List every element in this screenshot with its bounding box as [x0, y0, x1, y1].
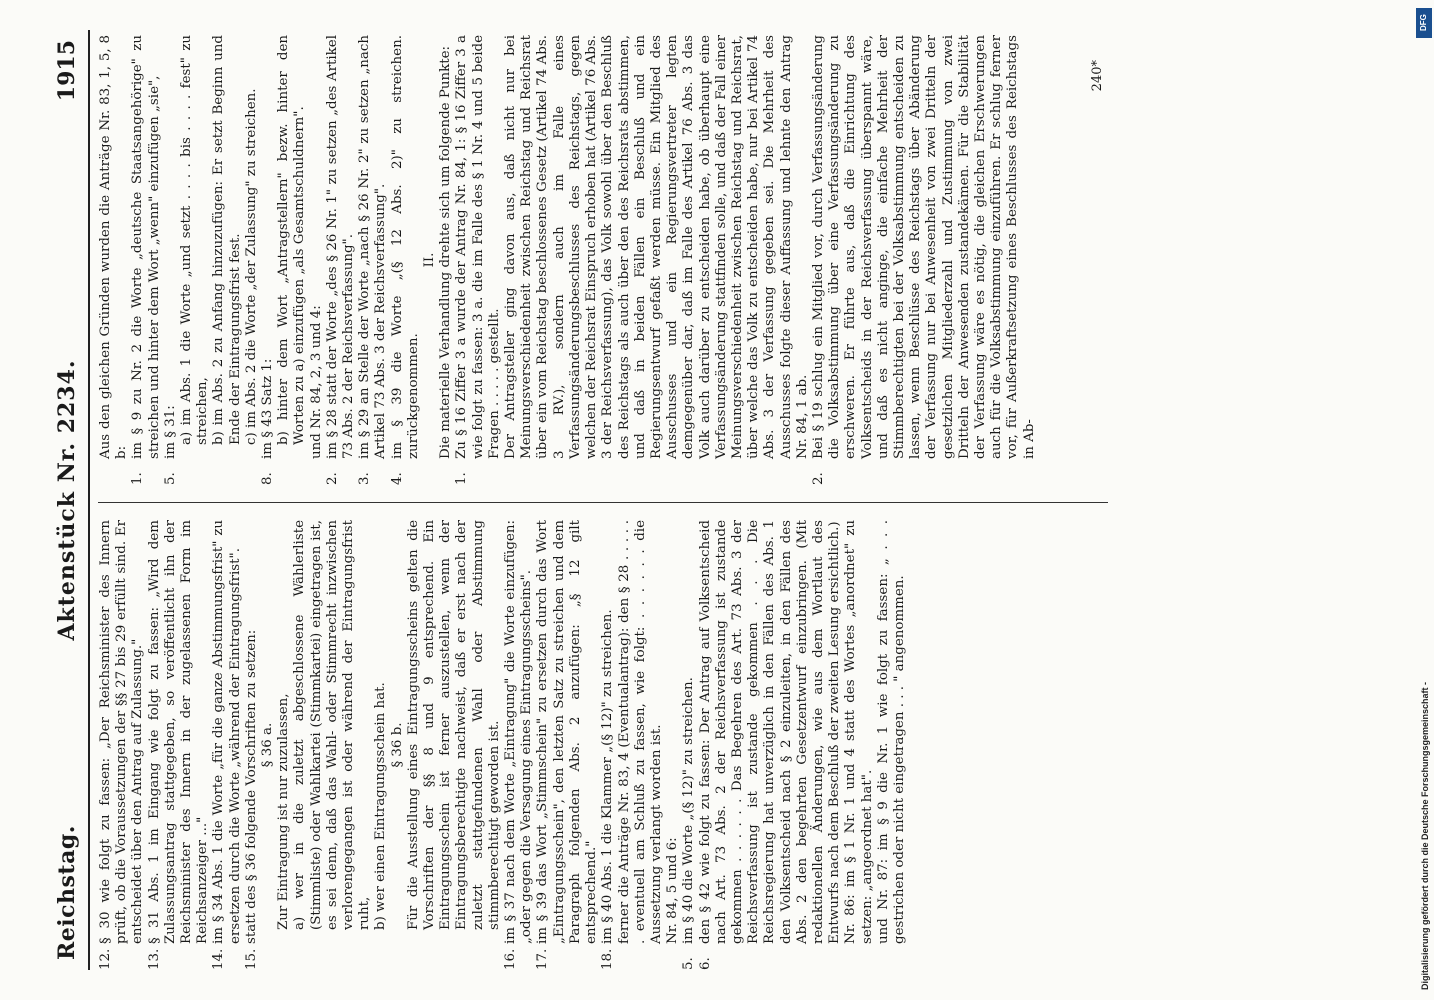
item-number: 17. [535, 948, 551, 970]
item-number: 5. [162, 472, 178, 485]
item-number: 2. [810, 472, 826, 485]
paragraph [698, 520, 844, 970]
paragraph [503, 35, 811, 485]
item-number: 8. [260, 472, 276, 485]
page-number: 1915 [54, 40, 80, 102]
paragraph-text: c) im Abs. 2 die Worte „der Zulassung" zu streichen. [243, 88, 259, 445]
item-number: 15. [243, 948, 259, 970]
paragraph [260, 35, 276, 485]
paragraph-text: Die materielle Verhandlung drehte sich um folgende Punkte: [438, 45, 454, 459]
paragraph [665, 520, 681, 970]
paragraph [373, 520, 389, 970]
paragraph [179, 35, 211, 485]
paragraph [357, 35, 389, 485]
paragraph [163, 35, 179, 485]
paragraph [325, 35, 357, 485]
item-number: 3. [357, 472, 373, 485]
paragraph [211, 35, 243, 485]
column-divider [98, 502, 1108, 503]
paragraph [811, 35, 1038, 485]
paragraph [244, 35, 260, 485]
paragraph [535, 520, 600, 970]
paragraph-text: im § 28 statt der Worte „des § 26 Nr. 1" zu setzen „des Artikel 73 Abs. 2 der Reichsverfassung". [324, 35, 357, 459]
paragraph [292, 520, 373, 970]
paragraph [244, 520, 260, 970]
paragraph [390, 35, 422, 485]
item-number: 4. [389, 472, 405, 485]
paragraph-text: im § 31: [162, 405, 178, 459]
dfg-logo: DFG [1416, 8, 1432, 38]
header-title: Aktenstück Nr. 2234. [54, 359, 80, 641]
paragraph [454, 35, 503, 485]
paragraph-text: im § 39 das Wort „Stimmschein" zu ersetzen durch das Wort „Eintragungsschein", den letzten Satz zu streichen und dem Paragraph folgenden Abs. 2 anzufügen: „§ 12 gilt entsprechend." [535, 520, 600, 944]
paragraph-text: ferner die Anträge Nr. 83, 4 (Eventualantrag): den § 28 . . . . . . eventuell am Schluß zu fassen, wie folgt: . . . . . . die Aussetzung verlangt worden ist. [616, 520, 664, 944]
paragraph [147, 520, 212, 970]
paragraph-text: b) hinter dem Wort „Antragstellern" bezw. hinter den Worten zu a) einzufügen „als Gesamtschuldnern". [276, 35, 308, 445]
header-left: Reichstag. [54, 825, 80, 960]
paragraph-text: Zu § 16 Ziffer 3 a wurde der Antrag Nr. 84, 1: § 16 Ziffer 3 a wie folgt zu fassen: 3 a. die im Falle des § 1 Nr. 4 und 5 beide Fragen . . . . . gestellt. [454, 35, 502, 459]
item-number: 1. [130, 472, 146, 485]
paragraph-text: im § 40 Abs. 1 die Klammer „(§ 12)" zu streichen. [600, 609, 616, 944]
sidebar-credit: Digitalisierung gefördert durch die Deutsche Forschungsgemeinschaft - [1420, 681, 1430, 990]
paragraph-text: im § 9 zu Nr. 2 die Worte „deutsche Staatsangehörige" zu streichen und hinter dem Wort „wenn" einzufügen „sie", [130, 35, 162, 459]
paragraph-text: Nr. 84, 5 und 6: [665, 837, 681, 944]
paragraph [98, 520, 147, 970]
paragraph-text: b) im Abs. 2 zu Anfang hinzuzufügen: Er setzt Beginn und Ende der Eintragungsfrist fest. [211, 35, 243, 445]
paragraph-text: b) wer einen Eintragungsschein hat. [373, 682, 389, 930]
section-heading: § 36 a. [260, 722, 276, 768]
paragraph-text: und Nr. 87: im § 9 die Nr. 1 wie folgt zu fassen: „ . . . gestrichen oder nicht eingetragen . . . " angenommen. [875, 520, 907, 944]
paragraph-text: Nr. 86: im § 1 Nr. 1 und 4 statt des Wortes „anordnet" zu setzen: „angeordnet hat". [843, 520, 875, 944]
page-header [48, 30, 90, 970]
document-page [48, 30, 1388, 970]
paragraph-text: Aus den gleichen Gründen wurden die Anträge Nr. 83, 1, 5, 8 b: [98, 35, 130, 459]
paragraph-text: im § 29 an Stelle der Worte „nach § 26 Nr. 2" zu setzen „nach Artikel 73 Abs. 3 der Reichsverfassung". [357, 35, 389, 459]
printer-signature: 240* [1090, 60, 1105, 92]
item-number: 1. [454, 472, 470, 485]
paragraph-text: im § 43 Satz 1: [260, 358, 276, 459]
paragraph [276, 520, 292, 970]
paragraph [503, 520, 535, 970]
section-heading: § 36 b. [389, 722, 405, 768]
paragraph-text: den § 42 wie folgt zu fassen: Der Antrag auf Volksentscheid nach Art. 73 Abs. 2 der Reichsverfassung ist zustande gekommen . . . . . . Das Begehren des Art. 73 Abs. 3 der Reichsverfassung ist zustande gekommen . . . Die Reichsregierung hat unverzüglich in den Fällen des Abs. 1 den Volksentscheid nach § 2 einzuleiten, in den Fällen des Abs. 2 den begehrten Gesetzentwurf einzubringen. (Mit redaktionellen Änderungen, wie aus dem Wortlaut des Entwurfs nach dem Beschluß der zweiten Lesung ersichtlich.) [697, 520, 843, 944]
item-number: 2. [324, 472, 340, 485]
paragraph [130, 35, 162, 485]
paragraph [211, 520, 243, 970]
paragraph [876, 520, 908, 970]
paragraph [438, 35, 454, 485]
paragraph-text: im § 34 Abs. 1 die Worte „für die ganze Abstimmungsfrist" zu ersetzen durch die Worte „während der Eintragungsfrist". [211, 520, 243, 944]
item-number: 12. [98, 948, 113, 970]
paragraph-text: a) wer in die zuletzt abgeschlossene Wählerliste (Stimmliste) oder Wahlkartei (Stimmkartei) eingetragen ist, es sei denn, daß das Wahl- oder Stimmrecht inzwischen verlorengegangen ist oder während der Eintragungsfrist ruht, [292, 520, 373, 930]
paragraph [600, 520, 616, 970]
item-number: 16. [503, 948, 519, 970]
paragraph-text: § 31 Abs. 1 im Eingang wie folgt zu fassen: „Wird dem Zulassungsantrag stattgegeben, so veröffentlicht ihn der Reichsminister des Innern in der zugelassenen Form im Reichsanzeiger ..." [146, 520, 211, 944]
item-number: 18. [600, 948, 616, 970]
paragraph-text: statt des § 36 folgende Vorschriften zu setzen: [243, 629, 259, 944]
paragraph-text: im § 39 die Worte „(§ 12 Abs. 2)" zu streichen. zurückgenommen. [389, 35, 421, 459]
right-column [98, 35, 1038, 485]
paragraph [98, 35, 130, 485]
paragraph [276, 35, 308, 485]
item-number: 5. [681, 957, 697, 970]
left-column [98, 520, 908, 970]
paragraph-text: Der Antragsteller ging davon aus, daß nicht nur bei Meinungsverschiedenheit zwischen Reichstag und Reichsrat über ein vom Reichstag beschlossenes Gesetz (Artikel 74 Abs. 3 RV.), sondern auch im Falle eines Verfassungsänderungsbeschlusses des Reichstags, gegen welchen der Reichsrat Einspruch erhoben hat (Artikel 76 Abs. 3 der Reichsverfassung), das Volk sowohl über den Beschluß des Reichstags als auch über den des Reichsrats abstimmen, und daß in beiden Fällen ein Beschluß und ein Regierungsentwurf gefaßt werden müsse. Ein Mitglied des Ausschusses und ein Regierungsvertreter legten demgegenüber dar, daß im Falle des Artikel 76 Abs. 3 das Volk auch darüber zu entscheiden habe, ob überhaupt eine Verfassungsänderung stattfinden solle, und daß der Fall einer Meinungsverschiedenheit zwischen Reichstag und Reichsrat, über welche das Volk zu entscheiden habe, nur bei Artikel 74 Abs. 3 der Verfassung gegeben sei. Die Mehrheit des Ausschusses folgte dieser Auffassung und lehnte den Antrag Nr. 84, 1 ab. [503, 35, 810, 459]
section-heading: II. [422, 252, 438, 268]
paragraph-text: Bei § 19 schlug ein Mitglied vor, durch Verfassungsänderung die Volksabstimmung über eine Verfassungsänderung zu erschweren. Er führte aus, daß die Einrichtung des Volksentscheids in der Reichsverfassung überspannt wäre, und daß es nicht anginge, die einfache Mehrheit der Stimmberechtigten bei der Volksabstimmung entscheiden zu lassen, wenn Beschlüsse des Reichstags über Abänderung der Verfassung nur bei Anwesenheit von zwei Dritteln der gesetzlichen Mitgliederzahl und Zustimmung von zwei Dritteln der Anwesenden zustandekämen. Für die Stabilität der Verfassung wäre es nötig, die gleichen Erschwerungen auch für die Volksabstimmung einzuführen. Er schlug ferner vor, für Außerkraftsetzung eines Beschlusses des Reichstags in Ab- [810, 35, 1037, 459]
paragraph [309, 35, 325, 485]
paragraph [406, 520, 503, 970]
paragraph-text: § 30 wie folgt zu fassen: „Der Reichsminister des Innern prüft, ob die Voraussetzungen der §§ 27 bis 29 erfüllt sind. Er entscheidet über den Antrag auf Zulassung." [98, 520, 146, 944]
paragraph [681, 520, 697, 970]
item-number: 14. [211, 948, 227, 970]
paragraph [617, 520, 666, 970]
paragraph-text: Zur Eintragung ist nur zuzulassen, [276, 693, 292, 930]
paragraph-text: Für die Ausstellung eines Eintragungsscheins gelten die Vorschriften der §§ 8 und 9 entsprechend. Ein Eintragungsschein ist ferner auszustellen, wenn der Eintragungsberechtigte nachweist, daß er erst nach der zuletzt stattgefundenen Wahl oder Abstimmung stimmberechtigt geworden ist. [405, 520, 502, 930]
item-number: 6. [697, 957, 713, 970]
paragraph-text: und Nr. 84, 2, 3 und 4: [308, 305, 324, 459]
paragraph-text: a) im Abs. 1 die Worte „und setzt . . . . bis . . . . fest" zu streichen, [179, 35, 211, 445]
paragraph-text: im § 40 die Worte „(§ 12)" zu streichen. [681, 677, 697, 944]
item-number: 13. [146, 948, 162, 970]
paragraph [843, 520, 875, 970]
paragraph-text: im § 37 nach dem Worte „Eintragung" die Worte einzufügen: „oder gegen die Versagung eines Eintragungsscheins". [503, 520, 535, 944]
